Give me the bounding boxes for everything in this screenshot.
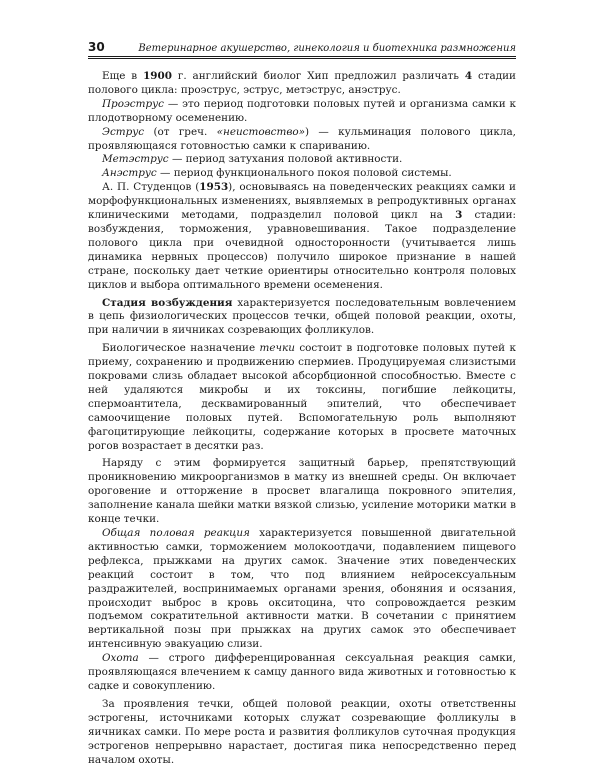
paragraph-heat-purpose: Биологическое назначение течки состоит в подготовке половых путей к приему, сохранению и продвижению спермиев. Продуцируемая слизистыми покровами слизь обладает высокой абсорбционной способностью. Вместе с ней удаляются микробы и их токсины, погибшие лейкоциты, спермоантитела, десквамированный эпителий, что обеспечивает самоочищение половых путей. Вспомогательную роль выполняют фагоцитирующие лейкоциты, содержание которых в просвете маточных рогов возрастает в десятки раз. <box>88 342 517 452</box>
term-metestrus: Метэструс <box>102 153 169 166</box>
paragraph-hunting: Охота — строго дифференцированная сексуальная реакция самки, проявляющаяся влечением к самцу данного вида животных и готовностью к садке и совокуплению. <box>88 652 516 692</box>
page-number: 30 <box>88 40 105 54</box>
paragraph-studentsov: А. П. Студенцов (1953), основываясь на поведенческих реакциях самки и морфофункциональных изменениях, выявляемых в репродуктивных органах клиническими методами, подразделил половой цикл на 3 стадии: возбуждения, торможения, уравновешивания. Такое подразделение полового цикла при очевидной односторонности (учитывается лишь динамика нервных процессов) получило широкое признание в нашей стране, поскольку дает четкие ориентиры относительно контроля половых циклов и выбора оптимального времени осеменения. <box>88 181 516 291</box>
paragraph-anestrus: Анэструс — период функционального покоя половой системы. <box>102 167 452 180</box>
paragraph-estrus: Эструс (от греч. «неистовство») — кульминация полового цикла, проявляющаяся готовностью самки к спариванию. <box>88 125 516 152</box>
paragraph-stages-intro: Еще в 1900 г. английский биолог Хип предложил различать 4 стадии полового цикла: проэструс, эструс, метэструс, анэструс. <box>88 70 516 96</box>
term-hunting: Охота <box>102 652 139 665</box>
paragraph-metestrus: Метэструс — период затухания половой активности. <box>102 153 403 166</box>
paragraph-protective-barrier: Наряду с этим формируется защитный барьер, препятствующий проникновению микроорганизмов в матку из внешней среды. Он включает ороговение и отторжение в просвет влагалища покровного эпителия, заполнение канала шейки матки вязкой слизью, усиление моторики матки в конце течки. <box>88 457 516 526</box>
paragraph-general-sexual-reaction: Общая половая реакция характеризуется повышенной двигательной активностью самки, торможением молокоотдачи, подавлением пищевого рефлекса, прыжками на других самок. Значение этих поведенческих реакций состоит в том, что под влиянием нейросексуальным раздражителей, воспринимаемых органами зрения, обоняния и осязания, происходит выброс в кровь окситоцина, что сопровождается резким подъемом сократительной активности матки. В сочетании с принятием вертикальной позы при прыжках на других самок это обеспечивает интенсивную эвакуацию слизи. <box>88 527 517 651</box>
term-heat: течки <box>259 342 295 355</box>
term-estrus: Эструс <box>102 125 145 138</box>
paragraph-excitation-stage: Стадия возбуждения характеризуется последовательным вовлечением в цепь физиологических процессов течки, общей половой реакции, охоты, при наличии в яичниках созревающих фолликулов. <box>88 296 516 337</box>
page-header <box>88 40 516 59</box>
running-title: Ветеринарное акушерство, гинекология и биотехника размножения <box>138 43 516 54</box>
term-excitation-stage: Стадия возбуждения <box>102 296 233 309</box>
term-anestrus: Анэструс <box>102 167 157 180</box>
term-proestrus: Проэструс <box>102 97 164 110</box>
term-general-sexual-reaction: Общая половая реакция <box>102 527 250 539</box>
body-text <box>88 70 516 767</box>
paragraph-estrogens: За проявления течки, общей половой реакции, охоты ответственны эстрогены, источниками которых служат созревающие фолликулы в яичниках самки. По мере роста и развития фолликулов суточная продукция эстрогенов непрерывно нарастает, достигая пика непосредственно перед началом охоты. <box>88 697 516 766</box>
paragraph-proestrus: Проэструс — это период подготовки половых путей и организма самки к плодотворному осеменению. <box>88 97 516 124</box>
